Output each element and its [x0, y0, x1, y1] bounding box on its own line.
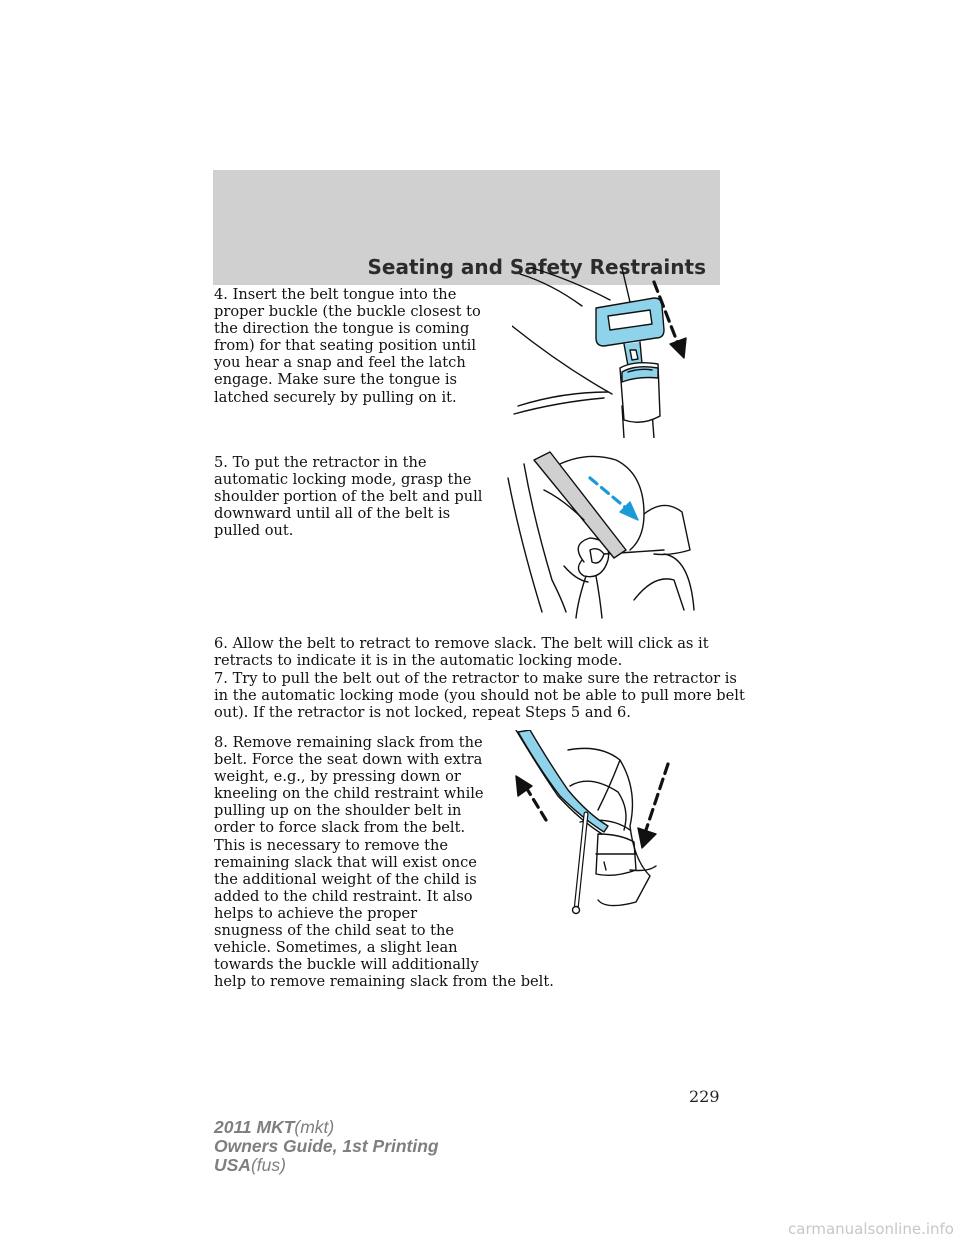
step-5-text: 5. To put the retractor in the automatic locking mode, grasp the shoulder portion of the belt and pull downward until all of the belt is pulled out.	[214, 454, 483, 540]
document-footer	[214, 1118, 439, 1175]
child-seat-slack-removal-illustration	[510, 730, 690, 918]
step-7-text: 7. Try to pull the belt out of the retractor to make sure the retractor is in the automatic locking mode (you should not be able to pull more belt out). If the retractor is not locked, repeat Steps 5 and 6.	[214, 670, 745, 722]
press-down-arrow-head	[638, 828, 656, 848]
step-4-text: 4. Insert the belt tongue into the proper buckle (the buckle closest to the direction the tongue is coming from) for that seating position until you hear a snap and feel the latch engage. Make sure the tongue is latched securely by pulling on it.	[214, 286, 481, 406]
footer-line-model: 2011 MKT(mkt)	[214, 1117, 335, 1137]
retractor-locking-illustration	[504, 450, 704, 622]
watermark: carmanualsonline.info	[788, 1220, 954, 1238]
section-title: Seating and Safety Restraints	[367, 255, 706, 279]
pull-down-arrow-head	[620, 502, 638, 520]
footer-line-region: USA(fus)	[214, 1155, 286, 1175]
pull-direction-arrow-head	[670, 338, 686, 358]
belt-tongue-buckle-illustration	[512, 266, 712, 438]
footer-line-edition: Owners Guide, 1st Printing	[214, 1136, 439, 1156]
press-down-arrow-shaft	[646, 764, 668, 830]
pull-down-arrow-shaft	[590, 478, 626, 508]
page-number: 229	[689, 1087, 720, 1106]
step-8-text: 8. Remove remaining slack from the belt. Force the seat down with extra weight, e.g., by pressing down or kneeling on the child restraint while pulling up on the shoulder belt in order to force slack from the belt. This is necessary to remove the remaining slack that will exist once the additional weight of the child is added to the child restraint. It also helps to achieve the proper snugness of the child seat to the vehicle. Sometimes, a slight lean towards the buckle will additionally help to remove remaining slack from the belt.	[214, 734, 554, 991]
step-6-text: 6. Allow the belt to retract to remove slack. The belt will click as it retracts to indicate it is in the automatic locking mode.	[214, 635, 709, 670]
